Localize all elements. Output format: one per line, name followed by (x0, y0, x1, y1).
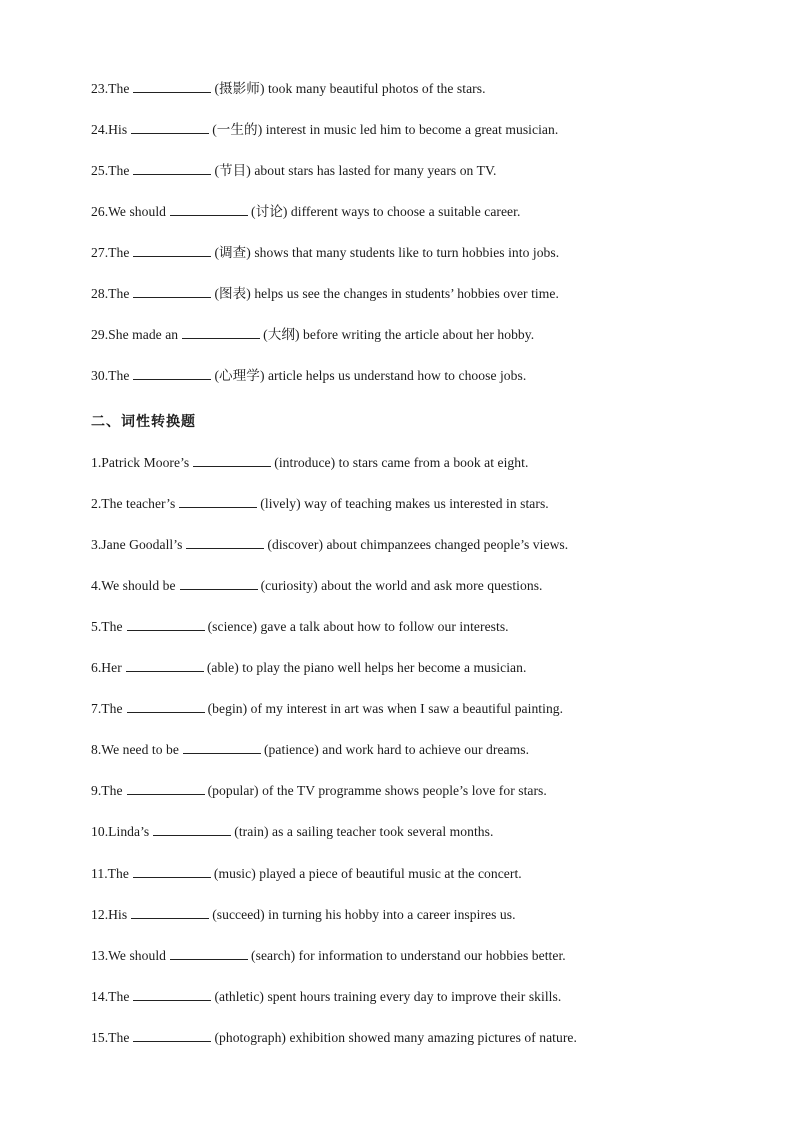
answer-blank[interactable] (153, 823, 231, 836)
answer-blank[interactable] (179, 495, 257, 508)
item-text: (begin) of my interest in art was when I saw a beautiful painting. (207, 701, 564, 716)
exercise-line (91, 823, 493, 841)
answer-blank[interactable] (133, 1029, 211, 1042)
item-text: (train) as a sailing teacher took several months. (234, 824, 494, 839)
item-prefix: 14.The (91, 989, 130, 1004)
item-text: (introduce) to stars came from a book at eight. (274, 455, 529, 470)
exercise-line (91, 782, 547, 800)
exercise-line (91, 906, 516, 924)
answer-blank[interactable] (133, 988, 211, 1001)
answer-blank[interactable] (126, 659, 204, 672)
item-text: (图表) helps us see the changes in students’ hobbies over time. (214, 286, 559, 301)
exercise-line (91, 536, 568, 554)
exercise-line (91, 367, 526, 385)
answer-blank[interactable] (133, 285, 211, 298)
item-prefix: 11.The (91, 866, 129, 881)
item-prefix: 7.The (91, 701, 123, 716)
item-text: (athletic) spent hours training every day to improve their skills. (214, 989, 562, 1004)
exercise-line (91, 700, 563, 718)
exercise-line (91, 454, 528, 472)
item-text: (able) to play the piano well helps her become a musician. (206, 660, 527, 675)
exercise-line (91, 495, 549, 513)
exercise-line (91, 865, 522, 883)
item-prefix: 10.Linda’s (91, 824, 150, 839)
answer-blank[interactable] (170, 947, 248, 960)
item-prefix: 6.Her (91, 660, 122, 675)
item-prefix: 15.The (91, 1030, 130, 1045)
answer-blank[interactable] (170, 203, 248, 216)
item-prefix: 4.We should be (91, 578, 176, 593)
exercise-line (91, 577, 542, 595)
item-text: (节目) about stars has lasted for many years on TV. (214, 163, 497, 178)
exercise-line (91, 162, 497, 180)
item-prefix: 5.The (91, 619, 123, 634)
item-text: (lively) way of teaching makes us interested in stars. (260, 496, 549, 511)
item-prefix: 26.We should (91, 204, 167, 219)
exercise-line (91, 326, 534, 344)
exercise-line (91, 659, 526, 677)
item-text: (调查) shows that many students like to turn hobbies into jobs. (214, 245, 560, 260)
item-prefix: 25.The (91, 163, 130, 178)
item-prefix: 2.The teacher’s (91, 496, 176, 511)
section-heading: 二、词性转换题 (91, 414, 196, 430)
item-prefix: 9.The (91, 783, 123, 798)
answer-blank[interactable] (133, 367, 211, 380)
answer-blank[interactable] (182, 326, 260, 339)
item-prefix: 28.The (91, 286, 130, 301)
answer-blank[interactable] (127, 700, 205, 713)
item-text: (search) for information to understand our hobbies better. (251, 948, 566, 963)
item-prefix: 3.Jane Goodall’s (91, 537, 183, 552)
answer-blank[interactable] (131, 121, 209, 134)
exercise-line (91, 988, 561, 1006)
exercise-line (91, 121, 558, 139)
item-text: (succeed) in turning his hobby into a career inspires us. (212, 907, 516, 922)
item-text: (大纲) before writing the article about her hobby. (263, 327, 535, 342)
item-text: (心理学) article helps us understand how to choose jobs. (214, 368, 527, 383)
answer-blank[interactable] (133, 244, 211, 257)
item-prefix: 12.His (91, 907, 128, 922)
answer-blank[interactable] (133, 865, 211, 878)
answer-blank[interactable] (183, 741, 261, 754)
exercise-line (91, 244, 559, 262)
item-text: (science) gave a talk about how to follow our interests. (207, 619, 509, 634)
item-prefix: 23.The (91, 81, 130, 96)
item-text: (摄影师) took many beautiful photos of the stars. (214, 81, 486, 96)
answer-blank[interactable] (127, 618, 205, 631)
item-text: (discover) about chimpanzees changed people’s views. (267, 537, 569, 552)
exercise-line (91, 285, 559, 303)
exercise-line (91, 1029, 577, 1047)
item-prefix: 30.The (91, 368, 130, 383)
exercise-line (91, 947, 566, 965)
exercise-line (91, 80, 486, 98)
answer-blank[interactable] (193, 454, 271, 467)
item-prefix: 1.Patrick Moore’s (91, 455, 190, 470)
answer-blank[interactable] (127, 782, 205, 795)
item-text: (一生的) interest in music led him to become a great musician. (212, 122, 559, 137)
item-text: (讨论) different ways to choose a suitable career. (251, 204, 521, 219)
item-text: (curiosity) about the world and ask more questions. (260, 578, 543, 593)
item-text: (popular) of the TV programme shows people’s love for stars. (207, 783, 547, 798)
item-text: (photograph) exhibition showed many amazing pictures of nature. (214, 1030, 577, 1045)
answer-blank[interactable] (131, 906, 209, 919)
item-prefix: 29.She made an (91, 327, 179, 342)
exercise-line (91, 741, 529, 759)
item-prefix: 13.We should (91, 948, 167, 963)
answer-blank[interactable] (186, 536, 264, 549)
item-text: (patience) and work hard to achieve our dreams. (263, 742, 530, 757)
answer-blank[interactable] (180, 577, 258, 590)
item-text: (music) played a piece of beautiful music at the concert. (213, 866, 522, 881)
item-prefix: 8.We need to be (91, 742, 179, 757)
item-prefix: 27.The (91, 245, 130, 260)
item-prefix: 24.His (91, 122, 128, 137)
answer-blank[interactable] (133, 80, 211, 93)
exercise-line (91, 203, 520, 221)
exercise-line (91, 618, 509, 636)
answer-blank[interactable] (133, 162, 211, 175)
